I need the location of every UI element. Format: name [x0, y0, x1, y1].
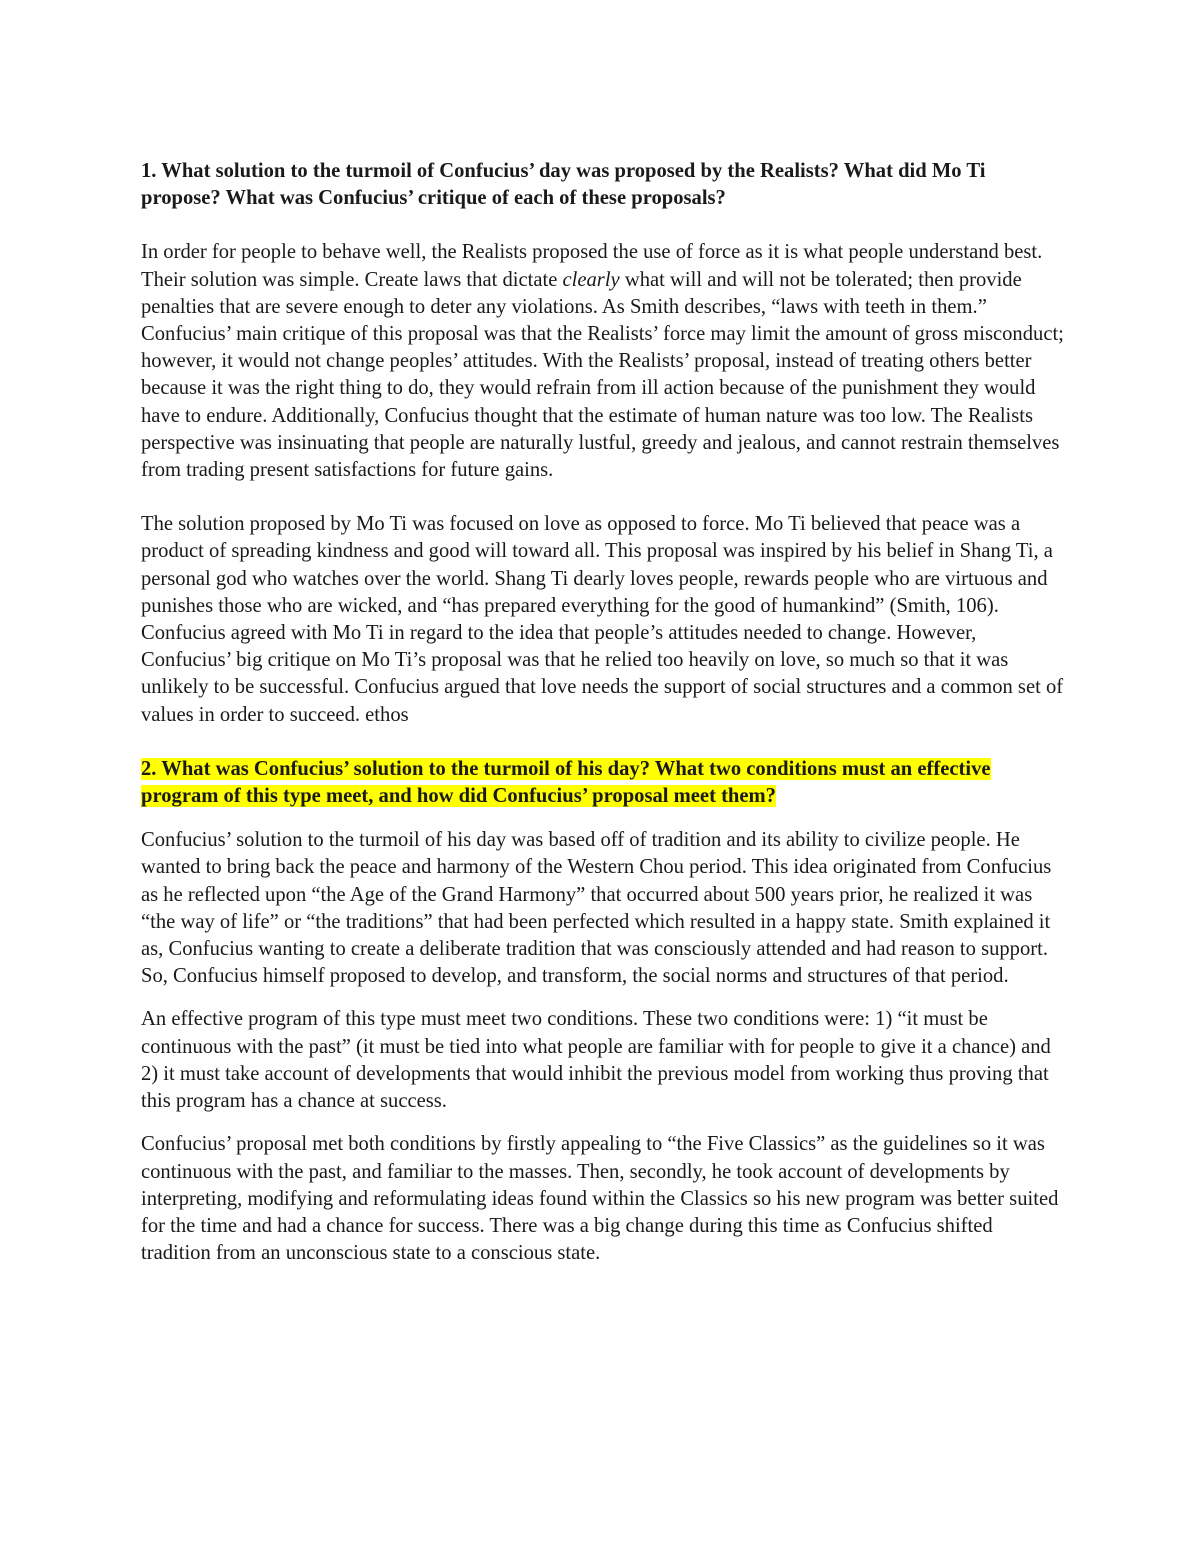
answer-2-paragraph-2: An effective program of this type must meet two conditions. These two conditions were: 1) “it must be continuous with the past” (it must be tied into what people are familiar with for people to give it a chance) and 2) it must take account of developments that would inhibit the previous model from working thus proving that this program has a chance at success. [141, 1008, 1051, 1113]
answer-1-paragraph-1 [141, 239, 1066, 484]
answer-1-paragraph-1-text-start: In order for people to behave well, the Realists proposed the use of force as it is what people understand best. Their solution was simple. Create laws that dictate [141, 241, 1043, 291]
answer-1-paragraph-1-text-end: what will and will not be tolerated; then provide penalties that are severe enough to deter any violations. As Smith describes, “laws with teeth in them.” Confucius’ main critique of this proposal was that the Realists’ force may limit the amount of gross misconduct; however, it would not change peoples’ attitudes. With the Realists’ proposal, instead of treating others better because it was the right thing to do, they would refrain from ill action because of the punishment they would have to endure. Additionally, Confucius thought that the estimate of human nature was too low. The Realists perspective was insinuating that people are naturally lustful, greedy and jealous, and cannot restrain themselves from trading present satisfactions for future gains. [141, 268, 1064, 482]
answer-1-paragraph-2: The solution proposed by Mo Ti was focused on love as opposed to force. Mo Ti believed that peace was a product of spreading kindness and good will toward all. This proposal was inspired by his belief in Shang Ti, a personal god who watches over the world. Shang Ti dearly loves people, rewards people who are virtuous and punishes those who are wicked, and “has prepared everything for the good of humankind” (Smith, 106). Confucius agreed with Mo Ti in regard to the idea that people’s attitudes needed to change. However, Confucius’ big critique on Mo Ti’s proposal was that he relied too heavily on love, so much so that it was unlikely to be successful. Confucius argued that love needs the support of social structures and a common set of values in order to succeed. ethos [141, 513, 1064, 726]
answer-2-paragraph-1: Confucius’ solution to the turmoil of his day was based off of tradition and its ability to civilize people. He wanted to bring back the peace and harmony of the Western Chou period. This idea originated from Confucius as he reflected upon “the Age of the Grand Harmony” that occurred about 500 years prior, he realized it was “the way of life” or “the traditions” that had been perfected which resulted in a happy state. Smith explained it as, Confucius wanting to create a deliberate tradition that was consciously attended and had reason to support. So, Confucius himself proposed to develop, and transform, the social norms and structures of that period. [141, 829, 1052, 988]
emphasis-clearly: clearly [562, 268, 620, 291]
answer-2-paragraph-3: Confucius’ proposal met both conditions by firstly appealing to “the Five Classics” as the guidelines so it was continuous with the past, and familiar to the masses. Then, secondly, he took account of developments by interpreting, modifying and reformulating ideas found within the Classics so his new program was better suited for the time and had a chance for success. There was a big change during this time as Confucius shifted tradition from an unconscious state to a conscious state. [141, 1133, 1059, 1265]
question-1-heading: 1. What solution to the turmoil of Confucius’ day was proposed by the Realists? What did Mo Ti propose? What was Confucius’ critique of each of these proposals? [141, 160, 986, 210]
document-body [141, 158, 1066, 1267]
question-2-heading [141, 756, 1066, 810]
highlighted-question-2: 2. What was Confucius’ solution to the turmoil of his day? What two conditions must an effective program of this type meet, and how did Confucius’ proposal meet them? [141, 757, 991, 808]
